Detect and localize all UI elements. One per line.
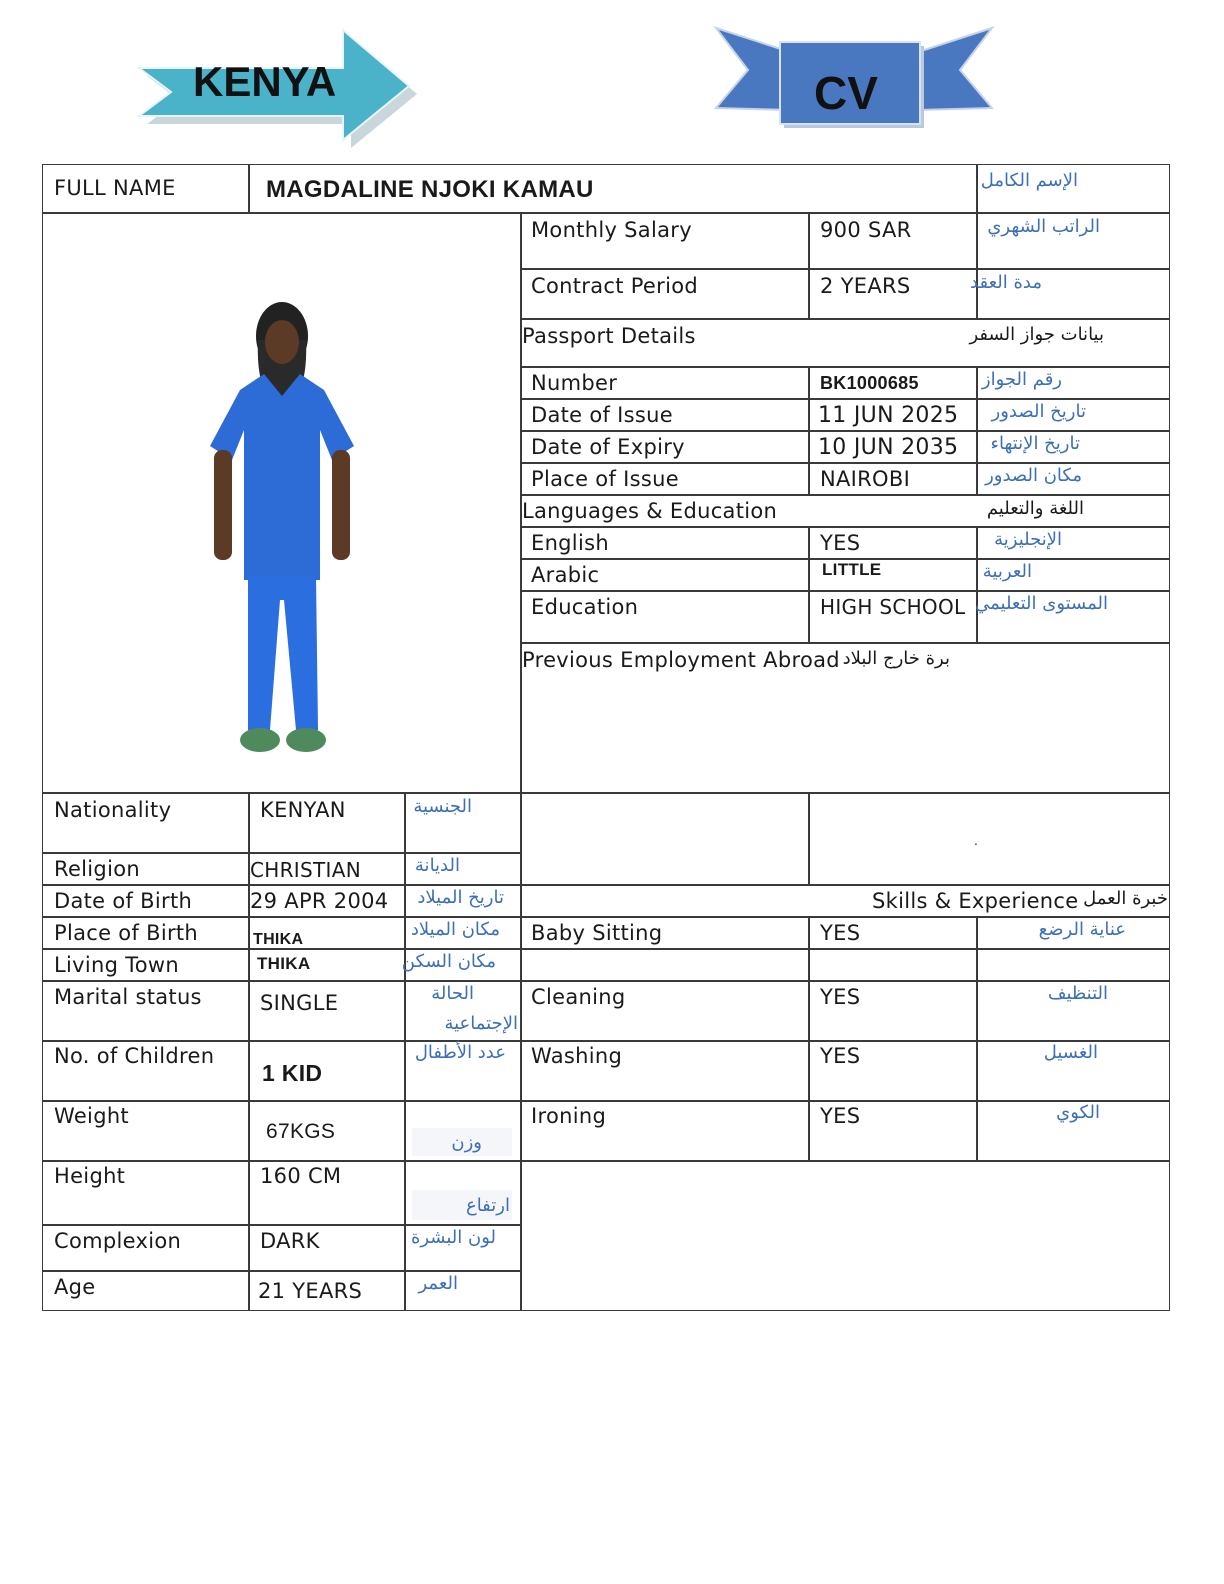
height-ar: ارتفاع bbox=[465, 1195, 510, 1216]
arabic-value: LITTLE bbox=[822, 560, 882, 579]
children-label: No. of Children bbox=[54, 1044, 215, 1068]
arabic-label: Arabic bbox=[531, 563, 600, 587]
height-value: 160 CM bbox=[260, 1164, 342, 1188]
baby-sitting-label: Baby Sitting bbox=[531, 921, 663, 945]
passport-number-label: Number bbox=[531, 371, 618, 395]
contract-period-label: Contract Period bbox=[531, 274, 698, 298]
cell bbox=[520, 1160, 1170, 1311]
cell bbox=[808, 948, 978, 982]
passport-number-ar: رقم الجواز bbox=[981, 369, 1062, 390]
children-ar: عدد الأطفال bbox=[414, 1042, 506, 1063]
washing-ar: الغسيل bbox=[1043, 1042, 1098, 1063]
ironing-value: YES bbox=[820, 1104, 861, 1128]
english-label: English bbox=[531, 531, 609, 555]
salary-ar: الراتب الشهري bbox=[987, 216, 1100, 237]
living-town-label: Living Town bbox=[54, 953, 180, 977]
previous-employment-label: Previous Employment Abroad bbox=[522, 648, 840, 672]
cell bbox=[808, 792, 1170, 886]
issue-date-ar: تاريخ الصدور bbox=[991, 401, 1086, 422]
ironing-ar: الكوي bbox=[1056, 1102, 1100, 1123]
pob-ar: مكان الميلاد bbox=[410, 919, 500, 940]
cv-ribbon-banner bbox=[712, 24, 996, 136]
ironing-label: Ironing bbox=[531, 1104, 607, 1128]
marital-value: SINGLE bbox=[260, 991, 339, 1015]
expiry-date-value: 10 JUN 2035 bbox=[818, 435, 959, 460]
english-value: YES bbox=[820, 531, 861, 555]
issue-place-value: NAIROBI bbox=[820, 467, 911, 491]
pob-label: Place of Birth bbox=[54, 921, 199, 945]
religion-ar: الديانة bbox=[414, 855, 460, 876]
expiry-date-label: Date of Expiry bbox=[531, 435, 685, 459]
nationality-ar: الجنسية bbox=[413, 796, 472, 817]
complexion-label: Complexion bbox=[54, 1229, 182, 1253]
cv-label: CV bbox=[814, 67, 878, 119]
cleaning-ar: التنظيف bbox=[1047, 983, 1108, 1004]
contract-period-value: 2 YEARS bbox=[820, 274, 911, 298]
nationality-label: Nationality bbox=[54, 798, 172, 822]
skills-title-ar: خبرة العمل bbox=[1083, 888, 1168, 909]
washing-label: Washing bbox=[531, 1044, 623, 1068]
issue-date-label: Date of Issue bbox=[531, 403, 673, 427]
marital-label: Marital status bbox=[54, 985, 202, 1009]
baby-sitting-ar: عناية الرضع bbox=[1038, 919, 1126, 940]
full-name-ar: الإسم الكامل bbox=[980, 170, 1078, 191]
religion-label: Religion bbox=[54, 857, 140, 881]
country-label: KENYA bbox=[193, 58, 337, 105]
nationality-value: KENYAN bbox=[260, 798, 346, 822]
weight-ar: وزن bbox=[451, 1132, 482, 1153]
cleaning-label: Cleaning bbox=[531, 985, 626, 1009]
age-ar: العمر bbox=[418, 1273, 458, 1294]
cell bbox=[976, 948, 1170, 982]
religion-value: CHRISTIAN bbox=[250, 858, 361, 882]
passport-number-value: BK1000685 bbox=[820, 373, 919, 393]
age-value: 21 YEARS bbox=[258, 1279, 363, 1303]
passport-title-ar: بيانات جواز السفر bbox=[969, 324, 1104, 345]
arabic-ar: العربية bbox=[982, 561, 1032, 582]
cell bbox=[520, 948, 810, 982]
height-label: Height bbox=[54, 1164, 126, 1188]
cell bbox=[520, 792, 810, 886]
skills-title: Skills & Experience bbox=[872, 889, 1079, 913]
contract-period-ar: مدة العقد bbox=[970, 272, 1042, 293]
issue-place-label: Place of Issue bbox=[531, 467, 679, 491]
languages-title: Languages & Education bbox=[522, 499, 778, 523]
stray-dot: . bbox=[974, 834, 979, 848]
kenya-arrow-banner bbox=[135, 28, 420, 148]
complexion-value: DARK bbox=[260, 1229, 320, 1253]
issue-place-ar: مكان الصدور bbox=[985, 465, 1082, 486]
dob-ar: تاريخ الميلاد bbox=[417, 887, 504, 908]
marital-ar-1: الحالة bbox=[431, 983, 474, 1004]
salary-value: 900 SAR bbox=[820, 218, 912, 242]
salary-label: Monthly Salary bbox=[531, 218, 692, 242]
dob-label: Date of Birth bbox=[54, 889, 193, 913]
full-name-value: MAGDALINE NJOKI KAMAU bbox=[266, 176, 594, 203]
expiry-date-ar: تاريخ الإنتهاء bbox=[990, 433, 1080, 454]
issue-date-value: 11 JUN 2025 bbox=[818, 403, 959, 428]
dob-value: 29 APR 2004 bbox=[250, 889, 389, 913]
passport-title: Passport Details bbox=[522, 324, 696, 348]
education-label: Education bbox=[531, 595, 639, 619]
cleaning-value: YES bbox=[820, 985, 861, 1009]
education-ar: المستوى التعليمي bbox=[975, 593, 1108, 614]
education-value: HIGH SCHOOL bbox=[820, 595, 966, 619]
previous-employment-ar: برة خارج البلاد bbox=[842, 648, 950, 669]
candidate-photo bbox=[204, 300, 360, 762]
complexion-ar: لون البشرة bbox=[410, 1227, 496, 1248]
age-label: Age bbox=[54, 1275, 96, 1299]
pob-value: THIKA bbox=[253, 931, 304, 948]
living-town-ar: مكان السكن bbox=[401, 951, 496, 972]
full-name-label: FULL NAME bbox=[54, 176, 176, 200]
living-town-value: THIKA bbox=[257, 954, 311, 973]
marital-ar-2: الإجتماعية bbox=[444, 1013, 518, 1034]
weight-label: Weight bbox=[54, 1104, 129, 1128]
baby-sitting-value: YES bbox=[820, 921, 861, 945]
washing-value: YES bbox=[820, 1044, 861, 1068]
children-value: 1 KID bbox=[262, 1060, 323, 1086]
languages-title-ar: اللغة والتعليم bbox=[986, 498, 1084, 519]
weight-value: 67KGS bbox=[266, 1120, 336, 1143]
english-ar: الإنجليزية bbox=[994, 529, 1062, 550]
